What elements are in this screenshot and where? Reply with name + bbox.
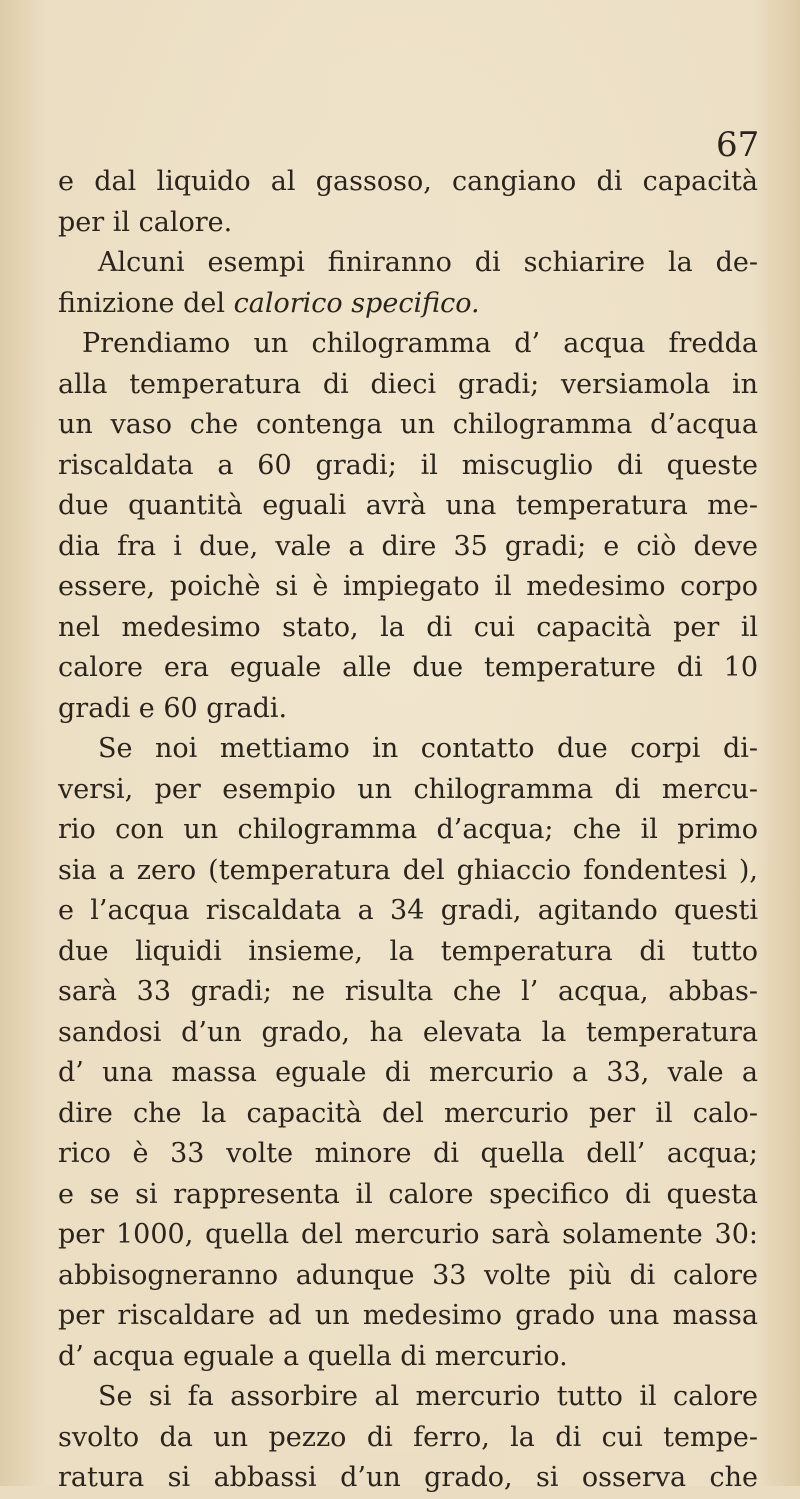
text-line: svolto da un pezzo di ferro, la di cui tempe-: [58, 1421, 758, 1453]
page-number: 67: [716, 125, 760, 165]
paragraph-start-line: Prendiamo un chilogramma d’ acqua fredda: [82, 328, 758, 359]
text-line: [58, 284, 758, 325]
text-line: per il calore.: [58, 206, 233, 238]
paragraph-start-line: Se si fa assorbire al mercurio tutto il calore: [98, 1381, 758, 1412]
text-line: ratura si abbassi d’un grado, si osserva che: [58, 1462, 758, 1493]
paragraph-start-line: Se noi mettiamo in contatto due corpi di-: [98, 733, 758, 764]
text-line: calore era eguale alle due temperature di 10: [58, 652, 758, 683]
text-line: due liquidi insieme, la temperatura di tutto: [58, 935, 758, 967]
body-text: [58, 162, 758, 1499]
text-line: versi, per esempio un chilogramma di mercu-: [58, 773, 758, 805]
paragraph-start-line: Alcuni esempi finiranno di schiarire la de-: [98, 247, 758, 278]
text-line: rio con un chilogramma d’acqua; che il primo: [58, 814, 758, 845]
emphasized-term: calorico specifico.: [233, 287, 480, 319]
text-line: abbisogneranno adunque 33 volte più di calore: [58, 1259, 758, 1291]
text-line: rico è 33 volte minore di quella dell’ acqua;: [58, 1138, 758, 1169]
text-line: dire che la capacità del mercurio per il calo-: [58, 1097, 758, 1129]
text-line: e l’acqua riscaldata a 34 gradi, agitando questi: [58, 895, 758, 926]
text-line: alla temperatura di dieci gradi; versiamola in: [58, 368, 758, 400]
text-line: e dal liquido al gassoso, cangiano di capacità: [58, 166, 758, 197]
text-line: un vaso che contenga un chilogramma d’acqua: [58, 409, 758, 440]
text-line: dia fra i due, vale a dire 35 gradi; e ciò deve: [58, 530, 758, 562]
text-line: per 1000, quella del mercurio sarà solamente 30:: [58, 1219, 758, 1250]
text-line: essere, poichè si è impiegato il medesimo corpo: [58, 571, 758, 602]
text-line: sandosi d’un grado, ha elevata la temperatura: [58, 1016, 758, 1048]
text-line: due quantità eguali avrà una temperatura me-: [58, 490, 758, 521]
text-line: d’ acqua eguale a quella di mercurio.: [58, 1340, 568, 1372]
text-line: nel medesimo stato, la di cui capacità per il: [58, 611, 758, 643]
text-line: d’ una massa eguale di mercurio a 33, vale a: [58, 1057, 758, 1088]
text-line: riscaldata a 60 gradi; il miscuglio di queste: [58, 449, 758, 481]
text-line: sia a zero (temperatura del ghiaccio fondentesi ),: [58, 854, 758, 886]
text-line: per riscaldare ad un medesimo grado una massa: [58, 1300, 758, 1331]
text-run: finizione del: [58, 287, 234, 319]
text-line: sarà 33 gradi; ne risulta che l’ acqua, abbas-: [58, 976, 758, 1007]
text-line: gradi e 60 gradi.: [58, 692, 288, 724]
text-line: e se si rappresenta il calore specifico di questa: [58, 1178, 758, 1210]
